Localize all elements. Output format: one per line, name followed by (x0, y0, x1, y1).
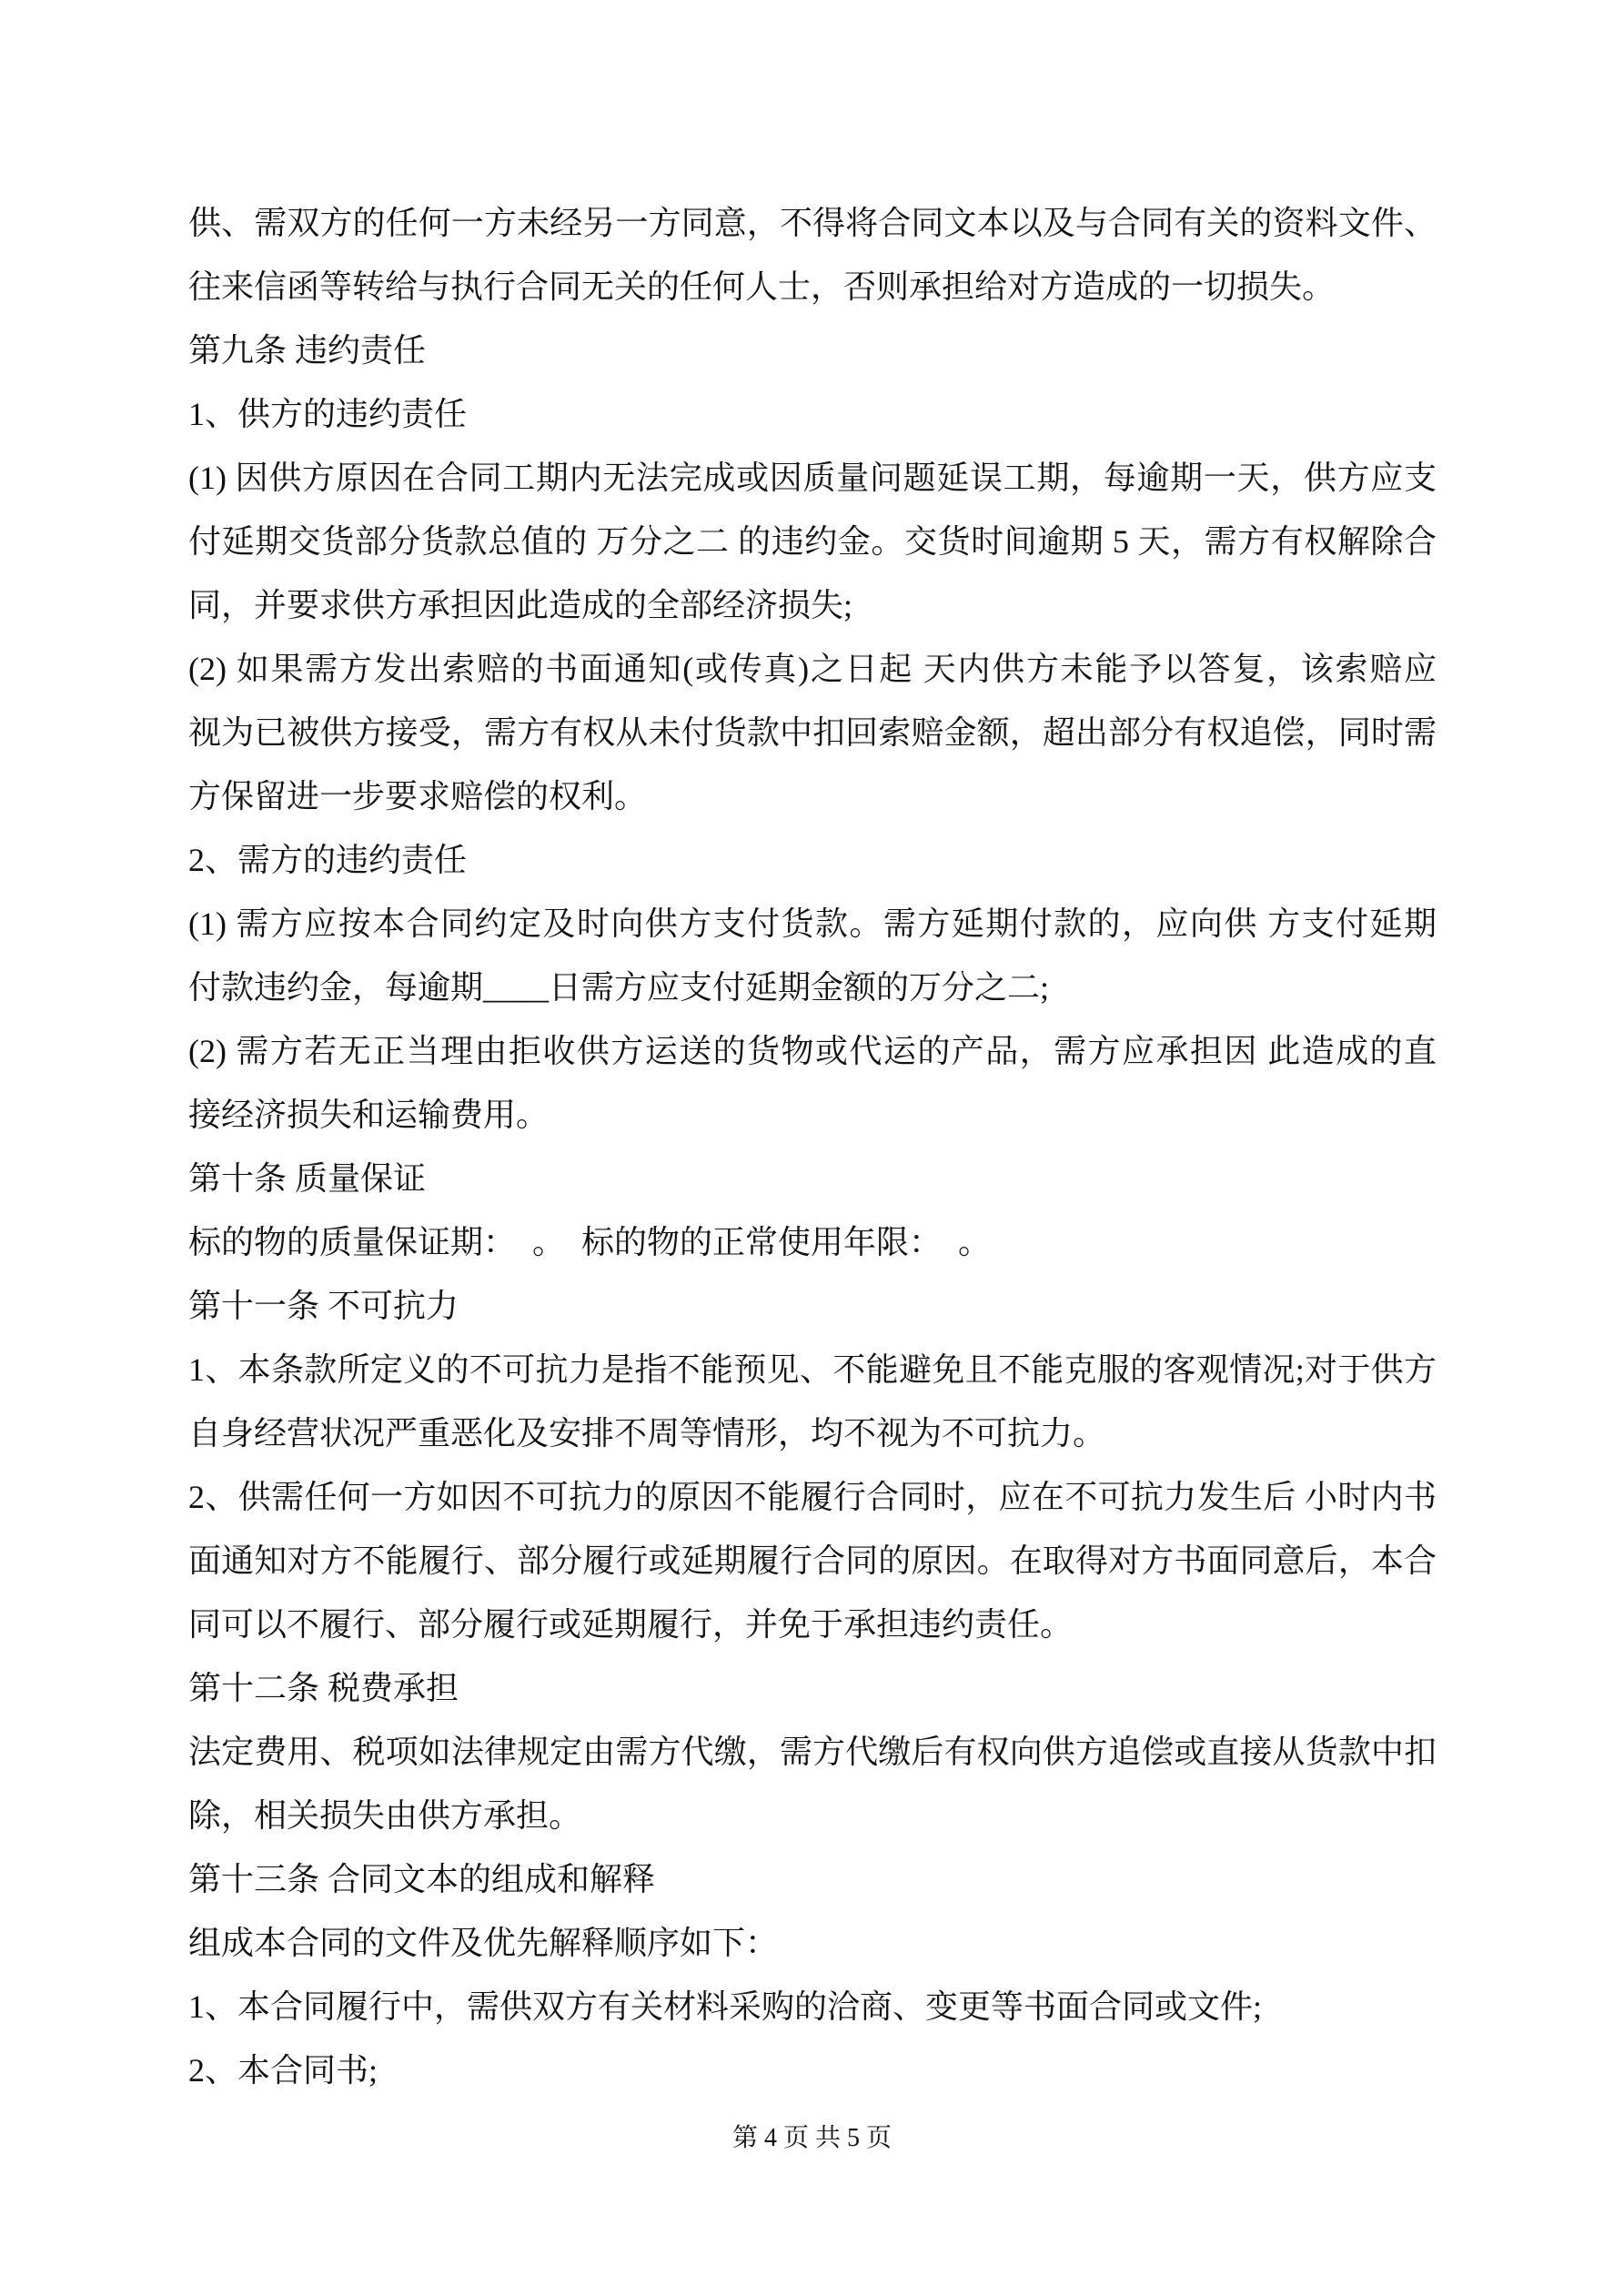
contract-text-line: 同可以不履行、部分履行或延期履行，并免于承担违约责任。 (188, 1606, 1074, 1643)
page-number-footer: 第 4 页 共 5 页 (731, 2124, 892, 2152)
contract-text-line: 法定费用、税项如法律规定由需方代缴，需方代缴后有权向供方追偿或直接从货款中扣 (188, 1734, 1437, 1770)
section-heading-line: 第十二条 税费承担 (188, 1670, 459, 1706)
contract-text-line: 2、本合同书; (188, 2052, 378, 2089)
contract-text-line: 2、供需任何一方如因不可抗力的原因不能履行合同时，应在不可抗力发生后 小时内书 (188, 1479, 1437, 1515)
contract-text-line: 同，并要求供方承担因此造成的全部经济损失; (188, 587, 853, 623)
contract-text-line: 除，相关损失由供方承担。 (188, 1797, 582, 1834)
contract-text-line: 往来信函等转给与执行合同无关的任何人士，否则承担给对方造成的一切损失。 (188, 268, 1336, 305)
section-heading-line: 第十一条 不可抗力 (188, 1288, 459, 1324)
contract-text-line: (1) 因供方原因在合同工期内无法完成或因质量问题延误工期，每逾期一天，供方应支 (188, 460, 1437, 496)
contract-text-line: 组成本合同的文件及优先解释顺序如下： (188, 1925, 779, 1961)
contract-text-line: 付款违约金，每逾期____日需方应支付延期金额的万分之二; (188, 969, 1050, 1006)
contract-text-line: 接经济损失和运输费用。 (188, 1097, 550, 1133)
contract-text-line: 供、需双方的任何一方未经另一方同意，不得将合同文本以及与合同有关的资料文件、 (188, 205, 1437, 241)
contract-text-line: 自身经营状况严重恶化及安排不周等情形，均不视为不可抗力。 (188, 1415, 1106, 1451)
contract-text-line: 付延期交货部分货款总值的 万分之二 的违约金。交货时间逾期 5 天，需方有权解除合 (188, 523, 1437, 560)
section-heading-line: 第十三条 合同文本的组成和解释 (188, 1861, 656, 1897)
section-heading-line: 第十条 质量保证 (188, 1160, 427, 1197)
contract-text-line: 1、本条款所定义的不可抗力是指不能预见、不能避免且不能克服的客观情况;对于供方 (188, 1351, 1437, 1388)
contract-text-line: (1) 需方应按本合同约定及时向供方支付货款。需方延期付款的，应向供 方支付延期 (188, 905, 1437, 942)
contract-text-line: 1、本合同履行中，需供双方有关材料采购的洽商、变更等书面合同或文件; (188, 1988, 1263, 2025)
contract-text-line: 标的物的质量保证期： 。 标的物的正常使用年限： 。 (188, 1224, 992, 1260)
contract-text-line: 方保留进一步要求赔偿的权利。 (188, 778, 648, 814)
contract-text-line: 1、供方的违约责任 (188, 396, 468, 432)
contract-text-line: 面通知对方不能履行、部分履行或延期履行合同的原因。在取得对方书面同意后，本合 (188, 1542, 1437, 1579)
contract-text-line: 视为已被供方接受，需方有权从未付货款中扣回索赔金额，超出部分有权追偿，同时需 (188, 714, 1437, 751)
section-heading-line: 第九条 违约责任 (188, 332, 427, 369)
contract-text-line: (2) 如果需方发出索赔的书面通知(或传真)之日起 天内供方未能予以答复，该索赔应 (188, 651, 1437, 687)
contract-text-line: 2、需方的违约责任 (188, 842, 468, 878)
contract-body (188, 191, 1437, 2102)
contract-text-line: (2) 需方若无正当理由拒收供方运送的货物或代运的产品，需方应承担因 此造成的直 (188, 1033, 1437, 1069)
